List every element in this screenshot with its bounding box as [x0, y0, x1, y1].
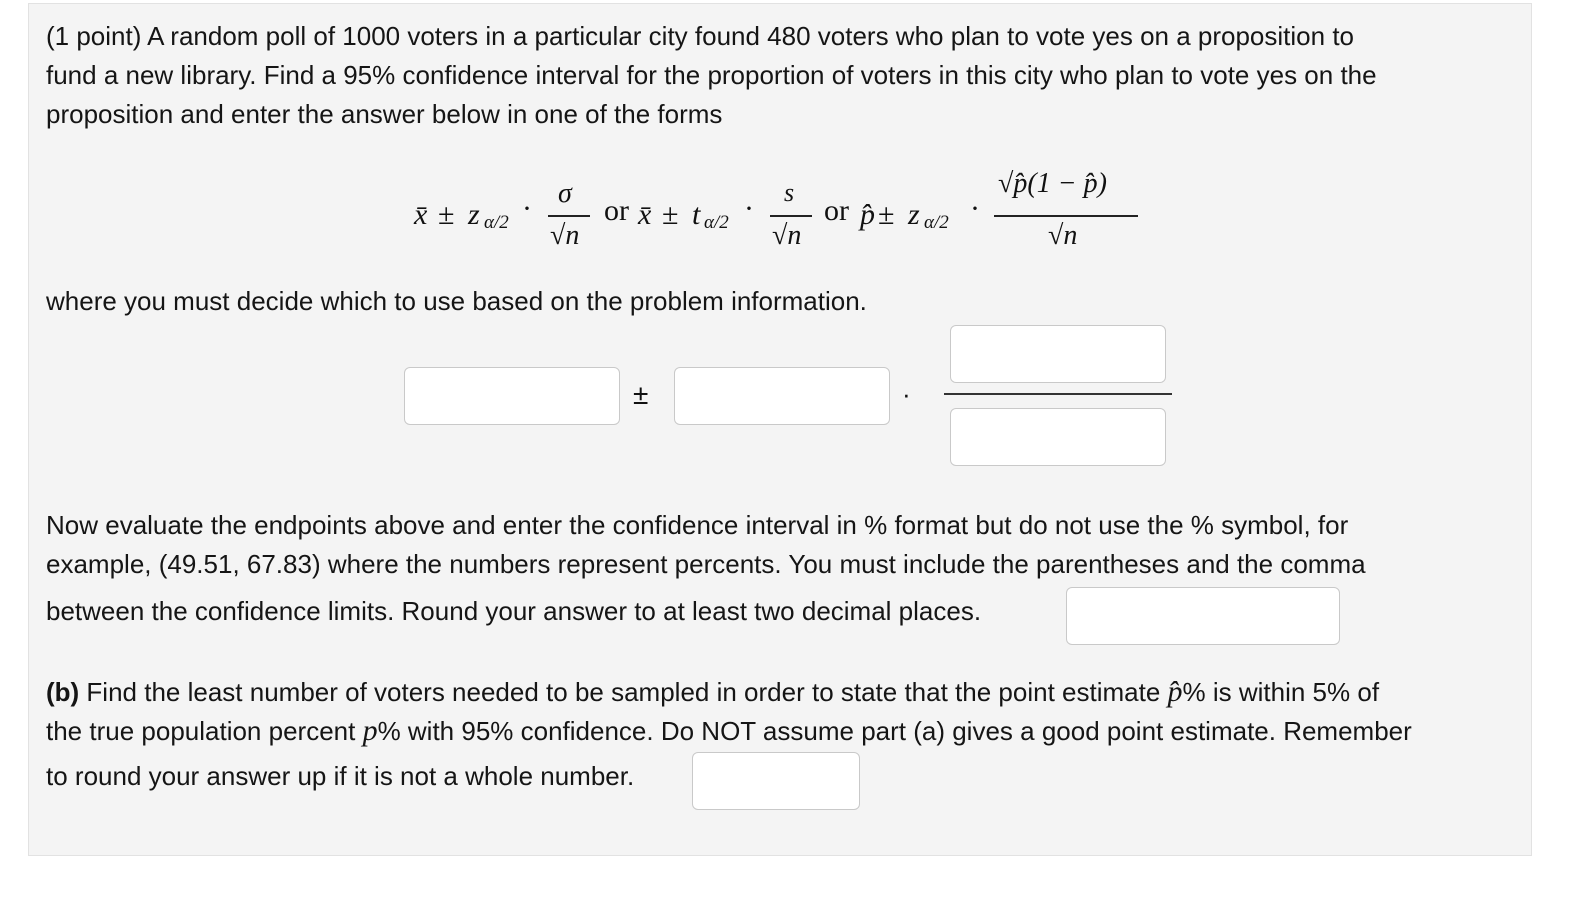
denominator-input[interactable] [950, 408, 1166, 466]
formula-sqrt-n-2: √n [772, 220, 802, 251]
formula-alpha-half-2: α/2 [704, 212, 729, 233]
answer-fraction-bar [944, 393, 1172, 395]
part-b-text-1a: Find the least number of voters needed to be sampled in order to state that the point estimate [79, 677, 1168, 707]
formula-xbar-2: x̄ [638, 198, 652, 231]
intro-line-2: fund a new library. Find a 95% confidence interval for the proportion of voters in this city who plan to vote yes on the [46, 60, 1377, 90]
formula-pm-3: ± [878, 198, 895, 231]
part-b-line-1 [46, 675, 1379, 709]
formula-xbar-1: x̄ [414, 198, 428, 231]
formula-sqrt-n-1: √n [550, 220, 580, 251]
confidence-interval-input[interactable] [1066, 587, 1340, 645]
answer-dot-symbol: · [902, 379, 911, 409]
sample-size-input[interactable] [692, 752, 860, 810]
answer-pm-symbol: ± [633, 379, 649, 410]
part-b-text-2a: the true population percent [46, 716, 363, 746]
formula-sqrt-phat: √p̂(1 − p̂) [998, 168, 1107, 199]
formula-dot-1: · [522, 192, 532, 225]
formula-t: t [692, 198, 701, 231]
evaluate-line-2: example, (49.51, 67.83) where the numbers represent percents. You must include the parentheses and the comma [46, 549, 1366, 579]
formula-pm-1: ± [438, 198, 455, 231]
evaluate-line-3: between the confidence limits. Round your answer to at least two decimal places. [46, 596, 982, 626]
part-b-line-2 [46, 714, 1412, 748]
formula-sigma: σ [558, 178, 572, 209]
formula-z-3: z [908, 198, 920, 231]
intro-line-1: (1 point) A random poll of 1000 voters in a particular city found 480 voters who plan to vote yes on a proposition to [46, 21, 1354, 51]
formula-alpha-half-1: α/2 [484, 212, 509, 233]
center-estimate-input[interactable] [404, 367, 620, 425]
part-b-text-2b: % with 95% confidence. Do NOT assume part (a) gives a good point estimate. Remember [377, 716, 1412, 746]
part-b-text-1b: % is within 5% of [1182, 677, 1380, 707]
part-b-line-3: to round your answer up if it is not a whole number. [46, 761, 635, 791]
fraction-bar-3 [994, 215, 1138, 217]
formula-pm-2: ± [662, 198, 679, 231]
formula-dot-3: · [970, 192, 980, 225]
numerator-input[interactable] [950, 325, 1166, 383]
formula-or-2: or [824, 194, 849, 227]
evaluate-line-1: Now evaluate the endpoints above and enter the confidence interval in % format but do not use the % symbol, for [46, 510, 1349, 540]
confidence-interval-formulas [400, 160, 1160, 260]
critical-value-input[interactable] [674, 367, 890, 425]
fraction-bar-2 [770, 215, 812, 217]
intro-line-3: proposition and enter the answer below in one of the forms [46, 99, 723, 129]
p-symbol: p [362, 714, 378, 747]
part-b-label: (b) [46, 677, 80, 707]
formula-or-1: or [604, 194, 629, 227]
formula-phat: p̂ [860, 198, 875, 231]
formula-dot-2: · [744, 192, 754, 225]
where-text: where you must decide which to use based on the problem information. [46, 286, 867, 316]
fraction-bar-1 [548, 215, 590, 217]
formula-s: s [784, 178, 795, 207]
formula-alpha-half-3: α/2 [924, 212, 949, 233]
phat-symbol: p̂ [1167, 675, 1183, 708]
formula-sqrt-n-3: √n [1048, 220, 1078, 251]
formula-z-1: z [468, 198, 480, 231]
